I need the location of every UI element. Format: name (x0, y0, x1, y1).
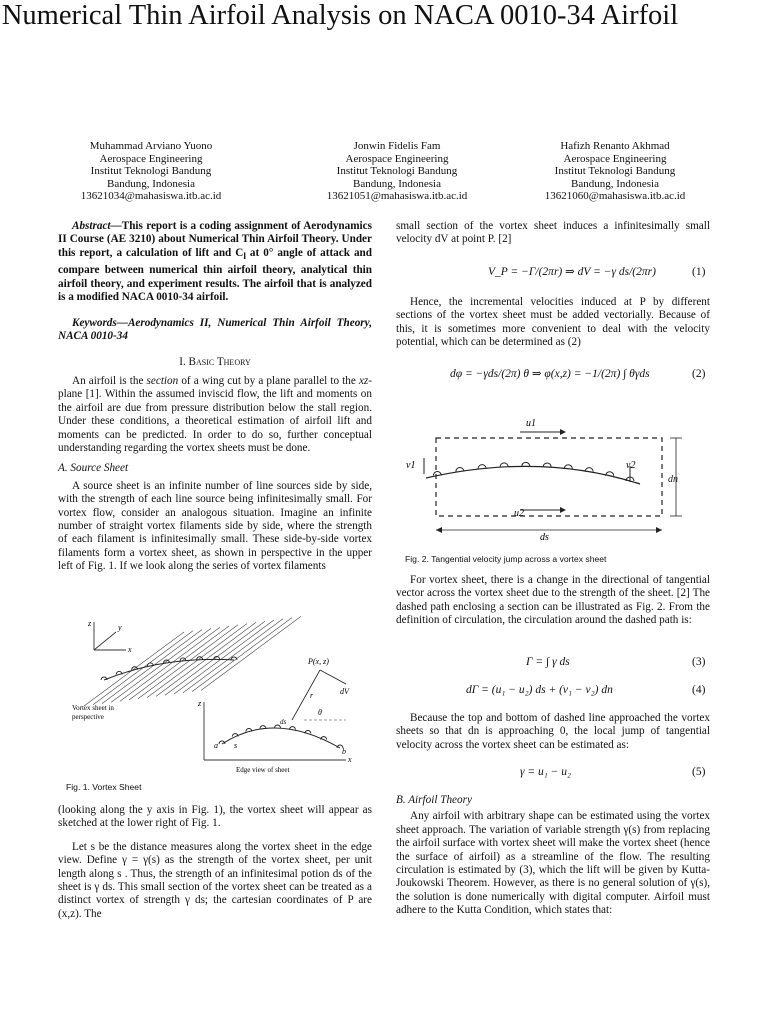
author-dept: Aerospace Engineering (563, 152, 667, 165)
equation-4-number: (4) (692, 684, 706, 696)
author-name: Hafizh Renanto Akhmad (560, 140, 670, 152)
author-email: 13621060@mahasiswa.itb.ac.id (544, 190, 686, 203)
airfoil-theory-paragraph: Any airfoil with arbitrary shape can be estimated using the vortex sheet approach. The variation of variable strength γ(s) from replacing the airfoil surface with vortex sheet will make the vortex sheet (hence the surface of airfoil) as a streamline of the flow. The resulting circulation is estimated by (3), which the lift will be given by Kutta-Joukowski Theorem. However, as there is no general solution of γ(s), the solution is done numerically with digital computer. Airfoil must adhere to the Kutta Condition, which states that: (396, 810, 710, 917)
abstract-text: This report is a coding assignment of Aerodynamics II Course (AE 3210) about Numerical Thin Airfoil Theory. Under this report, a calculation of lift and C (58, 220, 372, 259)
u2-arrowhead (560, 507, 566, 513)
intro-em: section (146, 374, 179, 387)
section-heading-basic-theory: I. Basic Theory (179, 356, 251, 369)
right-paragraph-4: Because the top and bottom of dashed line approached the vortex sheets so that dn is approaching 0, the local jump of tangential velocity across the vortex sheet can be estimated as: (396, 712, 710, 751)
radius-line (292, 670, 320, 720)
vortex-filament-line (84, 632, 184, 706)
left-column-bottom (58, 804, 372, 921)
abstract (58, 220, 372, 305)
abstract-label: Abstract— (72, 220, 122, 232)
vortex-filament-line (201, 616, 301, 690)
edge-sheet-curve (222, 728, 340, 748)
keywords (58, 317, 372, 344)
author-email: 13621034@mahasiswa.itb.ac.id (80, 190, 222, 203)
figure-2-velocity-jump (400, 412, 700, 544)
author-block-2 (282, 140, 512, 203)
author-inst: Institut Teknologi Bandung (554, 165, 676, 178)
equation-5-number: (5) (692, 766, 706, 778)
vortex-filament-line (138, 625, 238, 699)
intro-paragraph (58, 375, 372, 455)
label-dV: dV (340, 687, 349, 696)
right-column-top (396, 220, 710, 247)
paper-title: Numerical Thin Airfoil Analysis on NACA 0010-34 Airfoil (1, 0, 679, 31)
source-sheet-paragraph: A source sheet is an infinite number of line sources side by side, with the strength of each line source being infinitesimally small. For vortex flow, consider an analogous situation. Imagine an infinite number of straight vortex filaments side by side, where the strength of each filament is infinitesimally small. These side-by-side vortex filaments form a vortex sheet, as shown in perspective in the upper left of Fig. 1. If we look along the series of vortex filaments (58, 479, 372, 573)
right-paragraph-2: Hence, the incremental velocities induced at P by different sections of the vortex sheet must be added vectorially. Because of this, it is sometimes more convenient to deal with the velocity potential, which can be determined as (2) (396, 296, 710, 349)
vortex-filament-line (129, 626, 229, 700)
author-city: Bandung, Indonesia (107, 177, 195, 190)
vortex-sheet-line (426, 466, 640, 484)
figure-1-vortex-sheet (64, 602, 364, 774)
edge-axis-x: x (348, 755, 352, 764)
edge-axis-z: z (198, 699, 202, 708)
right-paragraph-1: small section of the vortex sheet induces a infinitesimally small velocity dV at point P. [2] (396, 220, 710, 246)
author-name: Jonwin Fidelis Fam (353, 140, 441, 152)
lets-paragraph: Let s be the distance measures along the vortex sheet in the edge view. Define γ = γ(s) as the strength of the vortex sheet, per unit length along s . Thus, the strength of an infinitesimal potion ds of the sheet is γ ds. This small section of the vortex sheet can be treated as a distinct vortex of strength γ ds; the cartesian coordinates of P are (x,z). The (58, 840, 372, 920)
label-b: b (342, 747, 346, 756)
axes-edge-view (204, 702, 346, 760)
right-column-bottom (396, 794, 710, 918)
right-column-para3 (396, 574, 710, 628)
author-email: 13621051@mahasiswa.itb.ac.id (326, 190, 468, 203)
after-fig1-paragraph: (looking along the y axis in Fig. 1), the vortex sheet will appear as sketched at the lower right of Fig. 1. (58, 804, 372, 830)
vortex-filament-line (111, 628, 211, 702)
label-v1: v1 (406, 460, 416, 471)
author-dept: Aerospace Engineering (345, 152, 449, 165)
label-theta: θ (318, 708, 322, 717)
label-ds: ds (280, 718, 287, 726)
vortex-filament-line (183, 619, 283, 693)
right-paragraph-3: For vortex sheet, there is a change in the directional of tangential vector across the vortex sheet due to the strength of the sheet. [2] The dashed path enclosing a section can be illustrated as Fig. 2. From the definition of circulation, the circulation around the dashed path is: (396, 574, 710, 627)
left-column-top (58, 220, 372, 574)
author-dept: Aerospace Engineering (99, 152, 203, 165)
equation-1: V_P = −Γ/(2πr) ⇒ dV = −γ ds/(2πr) (488, 266, 656, 278)
subsection-heading-airfoil-theory: B. Airfoil Theory (396, 794, 472, 806)
vortex-filament-line (147, 624, 247, 698)
equation-2: dφ = −γds/(2π) θ ⇒ φ(x,z) = −1/(2π) ∫ θγds (450, 368, 650, 380)
label-edge-view: Edge view of sheet (236, 766, 290, 774)
vortex-filament-line (192, 618, 292, 692)
label-ds: ds (540, 532, 549, 543)
author-city: Bandung, Indonesia (353, 177, 441, 190)
author-inst: Institut Teknologi Bandung (90, 165, 212, 178)
intro-text-3: -plane [1]. Within the assumed inviscid flow, the lift and moments on the airfoil are due from pressure distribution below the stall region. Under these conditions, a theoretical estimation of airfoil lift and moments can be predicted. In order to do so, further conceptual understanding regarding the vortex sheets must be done. (58, 374, 372, 454)
vortex-filament-line (165, 621, 265, 695)
vortex-filament-line (174, 620, 274, 694)
right-column-para2 (396, 296, 710, 350)
axis-label-x: x (128, 645, 132, 654)
fig2-vortex-marks (433, 462, 634, 481)
label-dn: dn (668, 474, 678, 485)
subsection-heading-source-sheet: A. Source Sheet (58, 462, 129, 475)
label-u1: u1 (526, 418, 536, 429)
u1-arrowhead (560, 429, 566, 435)
intro-text-2: of a wing cut by a plane parallel to the (178, 374, 359, 387)
label-r: r (310, 691, 314, 700)
label-v2: v2 (626, 460, 636, 471)
ds-arrow-right (656, 527, 662, 533)
abstract-text-2: at 0° angle of attack and compare between numerical thin airfoil theory, analytical thin airfoil theory, and experiment results. The airfoil that is analyzed is a modified NACA 0010-34 airfoil. (58, 246, 372, 304)
label-P: P(x, z) (308, 657, 329, 666)
author-city: Bandung, Indonesia (571, 177, 659, 190)
vortex-filament-line (120, 627, 220, 701)
right-column-para4 (396, 712, 710, 752)
label-s: s (234, 741, 238, 750)
equation-1-number: (1) (692, 266, 706, 278)
equation-3-number: (3) (692, 656, 706, 668)
author-block-3 (500, 140, 730, 203)
author-block-1 (36, 140, 266, 203)
label-vortex-sheet-perspective: Vortex sheet in perspective (72, 704, 114, 721)
axis-label-y: y (118, 623, 122, 632)
figure-2-caption: Fig. 2. Tangential velocity jump across a vortex sheet (405, 554, 607, 564)
dV-arrow (320, 670, 346, 684)
author-name: Muhammad Arviano Yuono (89, 140, 213, 152)
abstract-sub: l (243, 252, 246, 263)
label-u2: u2 (514, 508, 524, 519)
equation-5: γ = u₁ − u₂ (520, 766, 572, 778)
intro-text-1: An airfoil is the (72, 374, 147, 387)
vortex-filaments (84, 616, 301, 706)
intro-em-2: xz (358, 374, 369, 387)
vortex-filament-line (102, 630, 202, 704)
label-a: a (214, 741, 218, 750)
ds-arrow-left (436, 527, 442, 533)
equation-2-number: (2) (692, 368, 706, 380)
keywords-label: Keywords— (72, 316, 128, 329)
equation-3: Γ = ∫ γ ds (526, 656, 570, 668)
author-inst: Institut Teknologi Bandung (336, 165, 458, 178)
equation-4: dΓ = (u₁ − u₂) ds + (v₁ − v₂) dn (466, 684, 613, 696)
keywords-text: Aerodynamics II, Numerical Thin Airfoil Theory, NACA 0010-34 (58, 316, 372, 343)
figure-1-caption: Fig. 1. Vortex Sheet (66, 782, 142, 792)
axis-label-z: z (88, 619, 92, 628)
